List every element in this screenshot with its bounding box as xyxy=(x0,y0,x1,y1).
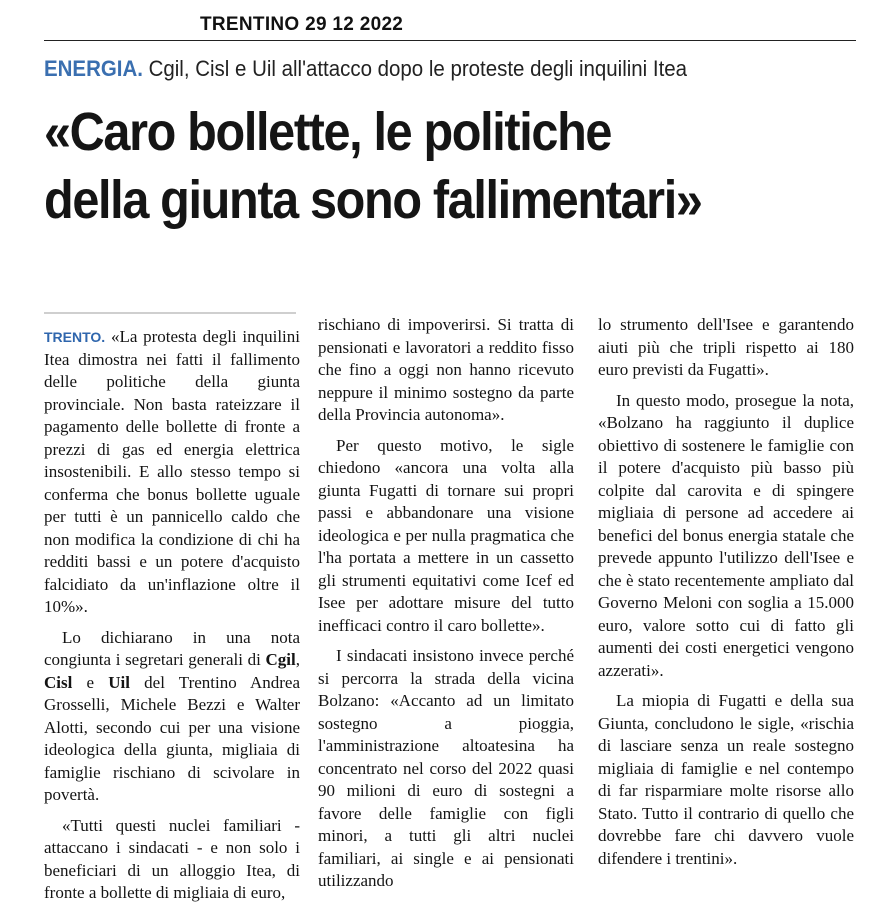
headline-line-2: della giunta sono fallimentari» xyxy=(44,170,702,230)
dateline: TRENTO. xyxy=(44,329,106,345)
article-column-2 xyxy=(318,314,574,901)
paragraph-text: Lo dichiarano in una nota congiunta i segretari generali di xyxy=(44,627,300,669)
paragraph-text: del Trentino Andrea Grosselli, Michele Bezzi e Walter Alotti, secondo cui per una visione ideologica della giunta, migliaia di famiglie rischiano di scivolare in povertà. xyxy=(44,672,301,804)
column-rule-1 xyxy=(44,312,296,314)
paragraph xyxy=(318,435,574,638)
paragraph xyxy=(44,627,300,807)
paragraph-text: In questo modo, prosegue la nota, «Bolzano ha raggiunto il duplice obiettivo di sostenere le famiglie con il potere d'acquisto più basso più colpite dal carovita e di spingere migliaia di persone ad accedere ai benefici del bonus energia statale che prevede appunto l'utilizzo dell'Isee e che è stato recentemente ampliato dal Governo Meloni con soglia a 15.000 euro, valore sotto cui di fatto gli aumenti dei costi energetici vengono azzerati». xyxy=(598,390,854,680)
paragraph-text: e xyxy=(72,672,109,692)
masthead-label: TRENTINO 29 12 2022 xyxy=(200,14,409,36)
paragraph-text: La miopia di Fugatti e della sua Giunta, concludono le sigle, «rischia di lasciare senza un reale sostegno migliaia di famiglie e nel contempo di far risparmiare molte risorse allo Stato. Tutto il contrario di quello che dovrebbe fare chi davvero vuole difendere i trentini». xyxy=(598,691,854,868)
paragraph-text: I sindacati insistono invece perché si percorra la strada della vicina Bolzano: «Accanto ad un limitato sostegno a pioggia, l'amministrazione altoatesina ha concentrato nel corso del 2022 quasi 90 milioni di euro di sostegni a favore delle famiglie con figli minori, a tutti gli altri nuclei familiari, ai single e ai pensionati utilizzando xyxy=(318,646,574,890)
paragraph-text: lo strumento dell'Isee e garantendo aiuti più che tripli rispetto ai 180 euro previsti da Fugatti». xyxy=(598,315,854,379)
paragraph xyxy=(598,314,854,382)
union-name: Cgil xyxy=(265,650,296,669)
paragraph xyxy=(44,815,300,905)
paragraph-text: Per questo motivo, le sigle chiedono «ancora una volta alla giunta Fugatti di tornare sui propri passi e abbandonare una visione ideologica e per nulla pragmatica che l'ha portata a mettere in un cassetto gli strumenti equitativi come Icef ed Isee per adottare misure del tutto inefficaci contro il caro bollette». xyxy=(318,435,574,635)
paragraph xyxy=(44,326,300,619)
masthead-rule xyxy=(44,40,856,41)
union-name: Uil xyxy=(108,672,130,692)
kicker-tag: ENERGIA. xyxy=(44,56,143,81)
article-column-1 xyxy=(44,326,300,913)
paragraph-text: , xyxy=(295,650,300,669)
paragraph-text: «La protesta degli inquilini Itea dimostra nei fatti il fallimento delle politiche della giunta provinciale. Non basta rateizzare il pagamento delle bollette di fronte a prezzi di gas ed energia elettrica insostenibili. E allo stesso tempo si conferma che bonus bollette uguale per tutti è un pannicello caldo che non modifica la condizione di chi ha redditi bassi e un potere d'acquisto falcidiato da un'inflazione oltre il 10%». xyxy=(44,327,300,616)
headline xyxy=(44,98,791,234)
paragraph xyxy=(318,645,574,893)
union-name: Cisl xyxy=(44,672,73,692)
paragraph xyxy=(598,390,854,683)
masthead xyxy=(0,14,874,42)
paragraph-text: rischiano di impoverirsi. Si tratta di pensionati e lavoratori a reddito fisso che fino a oggi non hanno ricevuto neppure il minimo sostegno da parte della Provincia autonoma». xyxy=(318,315,574,424)
kicker xyxy=(44,56,807,82)
headline-line-1: «Caro bollette, le politiche xyxy=(44,102,612,162)
paragraph-text: «Tutti questi nuclei familiari - attaccano i sindacati - e non solo i beneficiari di un alloggio Itea, di fronte a bollette di migliaia di euro, xyxy=(44,815,300,902)
kicker-text: Cgil, Cisl e Uil all'attacco dopo le proteste degli inquilini Itea xyxy=(148,56,688,81)
article-column-3 xyxy=(598,314,854,878)
paragraph xyxy=(318,314,574,427)
paragraph xyxy=(598,690,854,870)
